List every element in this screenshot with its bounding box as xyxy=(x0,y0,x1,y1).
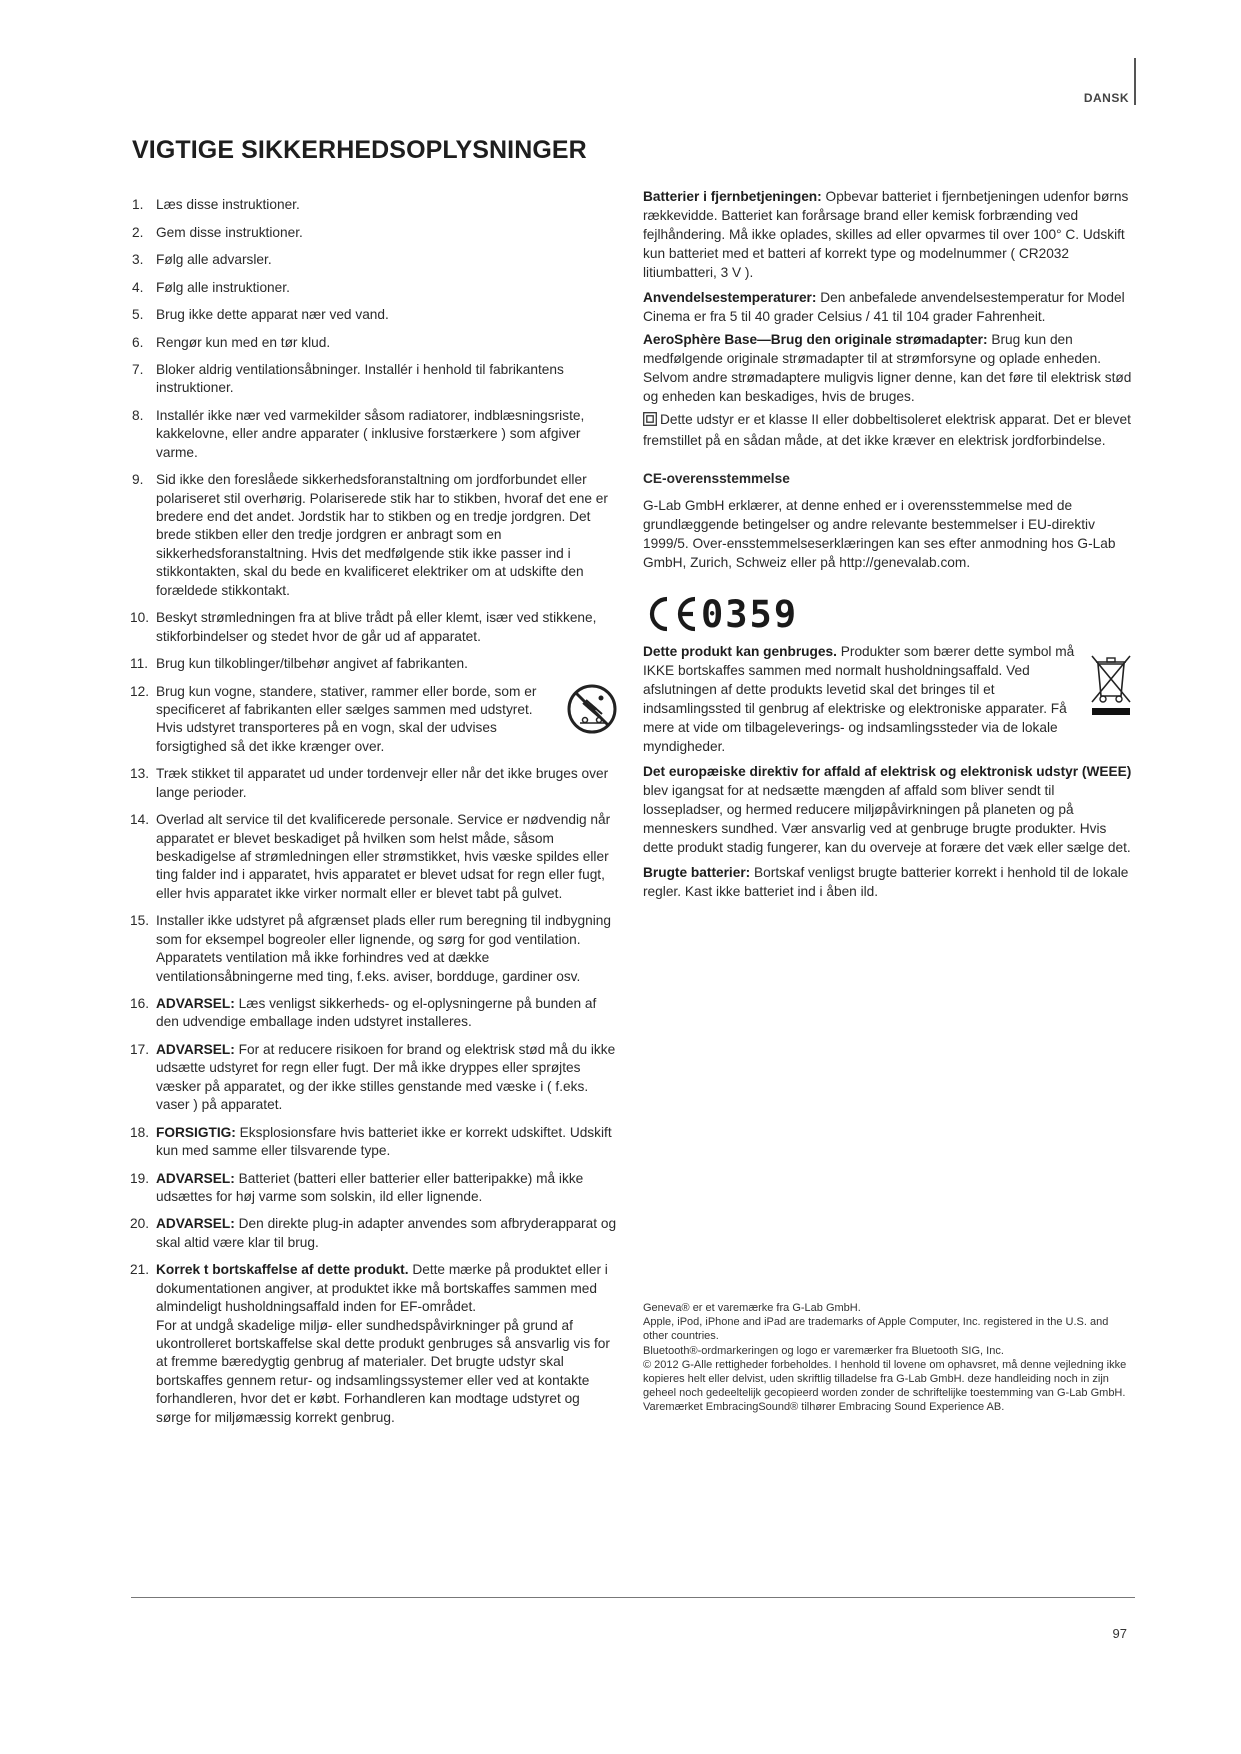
list-item-body: Installer ikke udstyret på afgrænset plads eller rum beregning til indbygning som for eksempel bogreoler eller lignende, og sørg for god ventilation. xyxy=(156,913,611,947)
list-item xyxy=(130,1124,618,1161)
list-item-number: 21. xyxy=(130,1262,150,1278)
list-item xyxy=(130,655,618,673)
list-item-label: ADVARSEL: xyxy=(156,996,235,1012)
list-item-body: Læs disse instruktioner. xyxy=(156,197,300,212)
list-item-text xyxy=(156,912,618,986)
list-item-body: For at reducere risikoen for brand og elektrisk stød må du ikke udsætte udstyret for regn eller fugt. Der må ikke dryppes eller sprøjtes væsker på apparatet, og der ikke stilles genstande med væske i ( f.eks. vaser ) på apparatet. xyxy=(156,1041,616,1113)
list-item-number: 11. xyxy=(130,656,149,672)
list-item xyxy=(130,471,618,600)
list-item-number: 4. xyxy=(132,279,144,295)
list-item-label: Korrek t bortskaffelse af dette produkt. xyxy=(156,1262,409,1278)
list-item-number: 9. xyxy=(132,472,144,488)
list-item-number: 12. xyxy=(130,683,150,699)
list-item-number: 6. xyxy=(132,334,144,350)
list-item-number: 1. xyxy=(132,197,144,212)
list-item-label: ADVARSEL: xyxy=(156,1041,235,1057)
list-item xyxy=(130,683,618,757)
list-item-body: Brug kun vogne, standere, stativer, rammer eller borde, som er specificeret af fabrikanten eller sælges sammen med udstyret. Hvis udstyret transporteres på en vogn, skal der udvises forsigtighed så det ikke krænger over. xyxy=(156,683,537,754)
cart-tip-warning-icon xyxy=(566,683,618,735)
list-item xyxy=(130,1170,618,1207)
list-item-number: 13. xyxy=(130,766,150,782)
temperatures-label: Anvendelsestemperaturer: xyxy=(643,290,817,305)
list-item xyxy=(130,407,618,462)
safety-instructions-list xyxy=(130,196,618,1427)
used-batteries-paragraph xyxy=(643,863,1134,901)
trademark-note: © 2012 G-Alle rettigheder forbeholdes. I henhold til lovene om ophavsret, må denne vejledning ikke kopieres helt eller delvist, uden skriftlig tilladelse fra G-Lab GmbH. deze handleiding noch in zijn geheel noch gedeeltelijk gecopieerd worden zonder de schriftelijke toestemming van G-Lab GmbH. xyxy=(643,1358,1127,1400)
list-item xyxy=(130,224,618,242)
list-item-body: Overlad alt service til det kvalificerede personale. Service er nødvendig når apparatet er blevet beskadiget på hvilken som helst måde, såsom beskadigelse af strømledningen eller strømstikket, hvis væske spildes eller ting falder ind i apparatet, hvis apparatet er blevet udsat for regn eller fugt, eller hvis apparatet ikke virker normalt eller er blevet tabt på gulvet. xyxy=(156,812,611,901)
language-label: DANSK xyxy=(1083,91,1129,105)
recycle-paragraph xyxy=(643,642,1134,756)
list-item-label: FORSIGTIG: xyxy=(156,1124,236,1140)
list-item-body: Træk stikket til apparatet ud under tordenvejr eller når det ikke bruges over lange perioder. xyxy=(156,766,609,800)
list-item xyxy=(130,1041,618,1115)
list-item-text xyxy=(156,811,618,903)
list-item-body: Følg alle instruktioner. xyxy=(156,279,290,295)
list-item xyxy=(130,279,618,297)
recycle-label: Dette produkt kan genbruges. xyxy=(643,644,837,659)
crossed-wheelie-bin-icon xyxy=(1088,650,1134,716)
aerosphere-paragraph xyxy=(643,330,1134,406)
list-item-number: 15. xyxy=(130,913,150,929)
list-item-number: 17. xyxy=(130,1041,150,1057)
list-item-number: 14. xyxy=(130,812,150,828)
list-item-extra: Apparatets ventilation må ikke forhindres ved at dække ventilationsåbningerne med ting, f.eks. aviser, bordduge, gardiner osv. xyxy=(156,950,581,984)
list-item-label: ADVARSEL: xyxy=(156,1170,235,1186)
list-item-body: Bloker aldrig ventilationsåbninger. Installér i henhold til fabrikantens instruktioner. xyxy=(156,362,564,396)
list-item-body: Den direkte plug-in adapter anvendes som afbryderapparat og skal altid være klar til brug. xyxy=(156,1216,617,1250)
list-item xyxy=(130,361,618,398)
recycle-text: Produkter som bærer dette symbol må IKKE bortskaffes sammen med normalt husholdningsaffald. Ved afslutningen af dette produkts levetid skal det bringes til et indsamlingssted til genbrug af elektriske og elektroniske apparater. Få mere at vide om tilbageleverings- og indsamlingssteder via de lokale myndigheder. xyxy=(643,644,1075,754)
list-item-body: Batteriet (batteri eller batterier eller batteripakke) må ikke udsættes for høj varme som solskin, ild eller lignende. xyxy=(156,1170,584,1204)
ce-mark-number: 0359 xyxy=(701,592,799,636)
trademark-note: Bluetooth®-ordmarkeringen og logo er varemærker fra Bluetooth SIG, Inc. xyxy=(643,1344,1004,1357)
list-item-body: Beskyt strømledningen fra at blive trådt på eller klemt, især ved stikkene, stikforbindelser og stedet hvor de går ud af apparatet. xyxy=(156,610,597,644)
header-divider xyxy=(1134,58,1136,105)
list-item-text xyxy=(156,1215,618,1252)
list-item-text xyxy=(156,995,618,1032)
list-item-number: 16. xyxy=(130,996,150,1012)
list-item-text xyxy=(156,224,618,242)
list-item-extra: For at undgå skadelige miljø- eller sundhedspåvirkninger på grund af ukontrolleret bortskaffelse skal dette produkt genbruges så ansvarlig vis for at fremme bæredygtig genbrug af materialer. Det brugte udstyr skal bortskaffes gennem retur- og indsamlingssystemer eller ved at kontakte forhandleren, hvor det er købt. Forhandleren kan modtage udstyret og sørge for miljømæssig korrekt genbrug. xyxy=(156,1317,610,1425)
list-item-number: 3. xyxy=(132,252,144,267)
info-column xyxy=(643,187,1134,905)
list-item-text xyxy=(156,765,618,802)
list-item-body: Installér ikke nær ved varmekilder såsom radiatorer, indblæsningsriste, kakkelovne, eller andre apparater ( inklusive forstærkere ) som afgiver varme. xyxy=(156,407,585,460)
list-item-text xyxy=(156,1041,618,1115)
weee-label: Det europæiske direktiv for affald af elektrisk og elektronisk udstyr (WEEE) xyxy=(643,764,1132,779)
remote-battery-paragraph xyxy=(643,187,1134,282)
safety-list-column xyxy=(130,196,618,1436)
list-item-number: 19. xyxy=(130,1170,150,1186)
list-item-text xyxy=(156,196,618,214)
list-item-text xyxy=(156,1124,618,1161)
list-item-body: Følg alle advarsler. xyxy=(156,252,272,267)
list-item-number: 18. xyxy=(130,1124,150,1140)
list-item xyxy=(130,334,618,352)
list-item-text xyxy=(156,471,618,600)
list-item-number: 8. xyxy=(132,407,144,423)
ce-text: G-Lab GmbH erklærer, at denne enhed er i overensstemmelse med de grundlæggende betingelser og andre relevante bestemmelser i EU-direktiv 1999/5. Over-ensstemmelseserklæringen kan ses efter anmodning hos G-Lab GmbH, Zurich, Schweiz eller på http://genevalab.com. xyxy=(643,498,1116,570)
page-title: VIGTIGE SIKKERHEDSOPLYSNINGER xyxy=(132,136,587,164)
class2-text: Dette udstyr er et klasse II eller dobbeltisoleret elektrisk apparat. Det er blevet fremstillet på en sådan måde, at det ikke kræver en elektrisk jordforbindelse. xyxy=(643,412,1131,448)
aerosphere-label: AeroSphère Base—Brug den originale strømadapter: xyxy=(643,332,988,347)
ce-mark xyxy=(643,594,1134,634)
list-item-text xyxy=(156,361,618,398)
trademark-note: Apple, iPod, iPhone and iPad are trademarks of Apple Computer, Inc. registered in the U.S. and other countries. xyxy=(643,1316,1109,1343)
list-item-body: Rengør kun med en tør klud. xyxy=(156,334,331,350)
temperatures-paragraph xyxy=(643,288,1134,326)
list-item-body: Sid ikke den foreslåede sikkerhedsforanstaltning om jordforbundet eller polariseret stil overhørig. Polariserede stik har to stikben, hvoraf det ene er bredere end det andet. Jordstik har to stikben og en tredje jordgren. Det brede stikben eller den tredje jordgren er anbragt som en sikkerhedsforanstaltning. Hvis det medfølgende stik ikke passer ind i stikkontakten, skal du bede en kvalificeret elektriker om at udskifte den forældede stikkontakt. xyxy=(156,472,608,598)
list-item-body: Gem disse instruktioner. xyxy=(156,224,303,240)
double-insulation-icon xyxy=(643,412,657,431)
list-item xyxy=(130,1215,618,1252)
ce-heading: CE-overensstemmelse xyxy=(643,471,790,486)
list-item-text xyxy=(156,1261,618,1427)
list-item xyxy=(130,251,618,269)
ce-logo-icon xyxy=(643,595,701,633)
list-item-number: 2. xyxy=(132,224,144,240)
list-item xyxy=(130,811,618,903)
list-item-text xyxy=(156,251,618,269)
list-item-text xyxy=(156,306,618,324)
used-batteries-label: Brugte batterier: xyxy=(643,865,751,880)
remote-battery-text: Opbevar batteriet i fjernbetjeningen udenfor børns rækkevidde. Batteriet kan forårsage brand eller kemisk forbrænding ved fejlhåndering. Må ikke oplades, skilles ad eller opvarmes til over 100° C. Udskift kun batteriet med et batteri af korrekt type og modelnummer ( CR2032 litiumbatteri, 3 V ). xyxy=(643,189,1129,280)
page-number: 97 xyxy=(1112,1626,1127,1641)
list-item-text xyxy=(156,279,618,297)
list-item-text xyxy=(156,334,618,352)
list-item-label: ADVARSEL: xyxy=(156,1216,235,1232)
list-item-body: Eksplosionsfare hvis batteriet ikke er korrekt udskiftet. Udskift kun med samme eller tilsvarende type. xyxy=(156,1124,612,1159)
list-item xyxy=(130,765,618,802)
list-item-text xyxy=(156,1170,618,1207)
list-item xyxy=(130,306,618,324)
temperatures-text: Den anbefalede anvendelsestemperatur for Model Cinema er fra 5 til 40 grader Celsius / 41 til 104 grader Fahrenheit. xyxy=(643,290,1125,324)
list-item xyxy=(130,196,618,214)
list-item-body: Læs venligst sikkerheds- og el-oplysningerne på bunden af den udvendige emballage inden udstyret installeres. xyxy=(156,996,597,1030)
footer-divider xyxy=(131,1597,1135,1598)
remote-battery-label: Batterier i fjernbetjeningen: xyxy=(643,189,822,204)
trademark-notes xyxy=(643,1301,1134,1415)
list-item xyxy=(130,1261,618,1427)
used-batteries-text: Bortskaf venligst brugte batterier korrekt i henhold til de lokale regler. Kast ikke batteriet ind i åben ild. xyxy=(643,865,1129,899)
list-item-text xyxy=(156,655,618,673)
list-item-text xyxy=(156,683,618,757)
list-item xyxy=(130,995,618,1032)
list-item-body: Brug ikke dette apparat nær ved vand. xyxy=(156,307,389,322)
list-item-number: 10. xyxy=(130,610,150,626)
list-item-number: 20. xyxy=(130,1216,150,1232)
list-item-number: 7. xyxy=(132,362,144,377)
trademark-note: Geneva® er et varemærke fra G-Lab GmbH. xyxy=(643,1302,861,1314)
aerosphere-text: Brug kun den medfølgende originale strømadapter til at strømforsyne og oplade enheden. Selvom andre strømadaptere muligvis ligner denne, kan det føre til elektrisk stød og enheden kan beskadiges, hvis de bruges. xyxy=(643,332,1132,404)
weee-paragraph xyxy=(643,762,1134,857)
list-item xyxy=(130,912,618,986)
list-item-body: Brug kun tilkoblinger/tilbehør angivet af fabrikanten. xyxy=(156,656,468,672)
list-item-text xyxy=(156,407,618,462)
class2-paragraph xyxy=(643,410,1134,450)
list-item xyxy=(130,609,618,646)
list-item-number: 5. xyxy=(132,307,144,322)
weee-text: blev igangsat for at nedsætte mængden af affald som bliver sendt til lossepladser, og hermed reducere miljøpåvirkningen på planeten og på menneskers sundhed. Vær ansvarlig ved at genbruge brugte produkter. Hvis dette produkt stadig fungerer, kan du overveje at forære det væk eller sælge det. xyxy=(643,783,1131,855)
list-item-body: Dette mærke på produktet eller i dokumentationen angiver, at produktet ikke må bortskaffes sammen med almindeligt husholdningsaffald inden for EF-området. xyxy=(156,1262,608,1315)
list-item-text xyxy=(156,609,618,646)
trademark-note: Varemærket EmbracingSound® tilhører Embracing Sound Experience AB. xyxy=(643,1401,1005,1414)
